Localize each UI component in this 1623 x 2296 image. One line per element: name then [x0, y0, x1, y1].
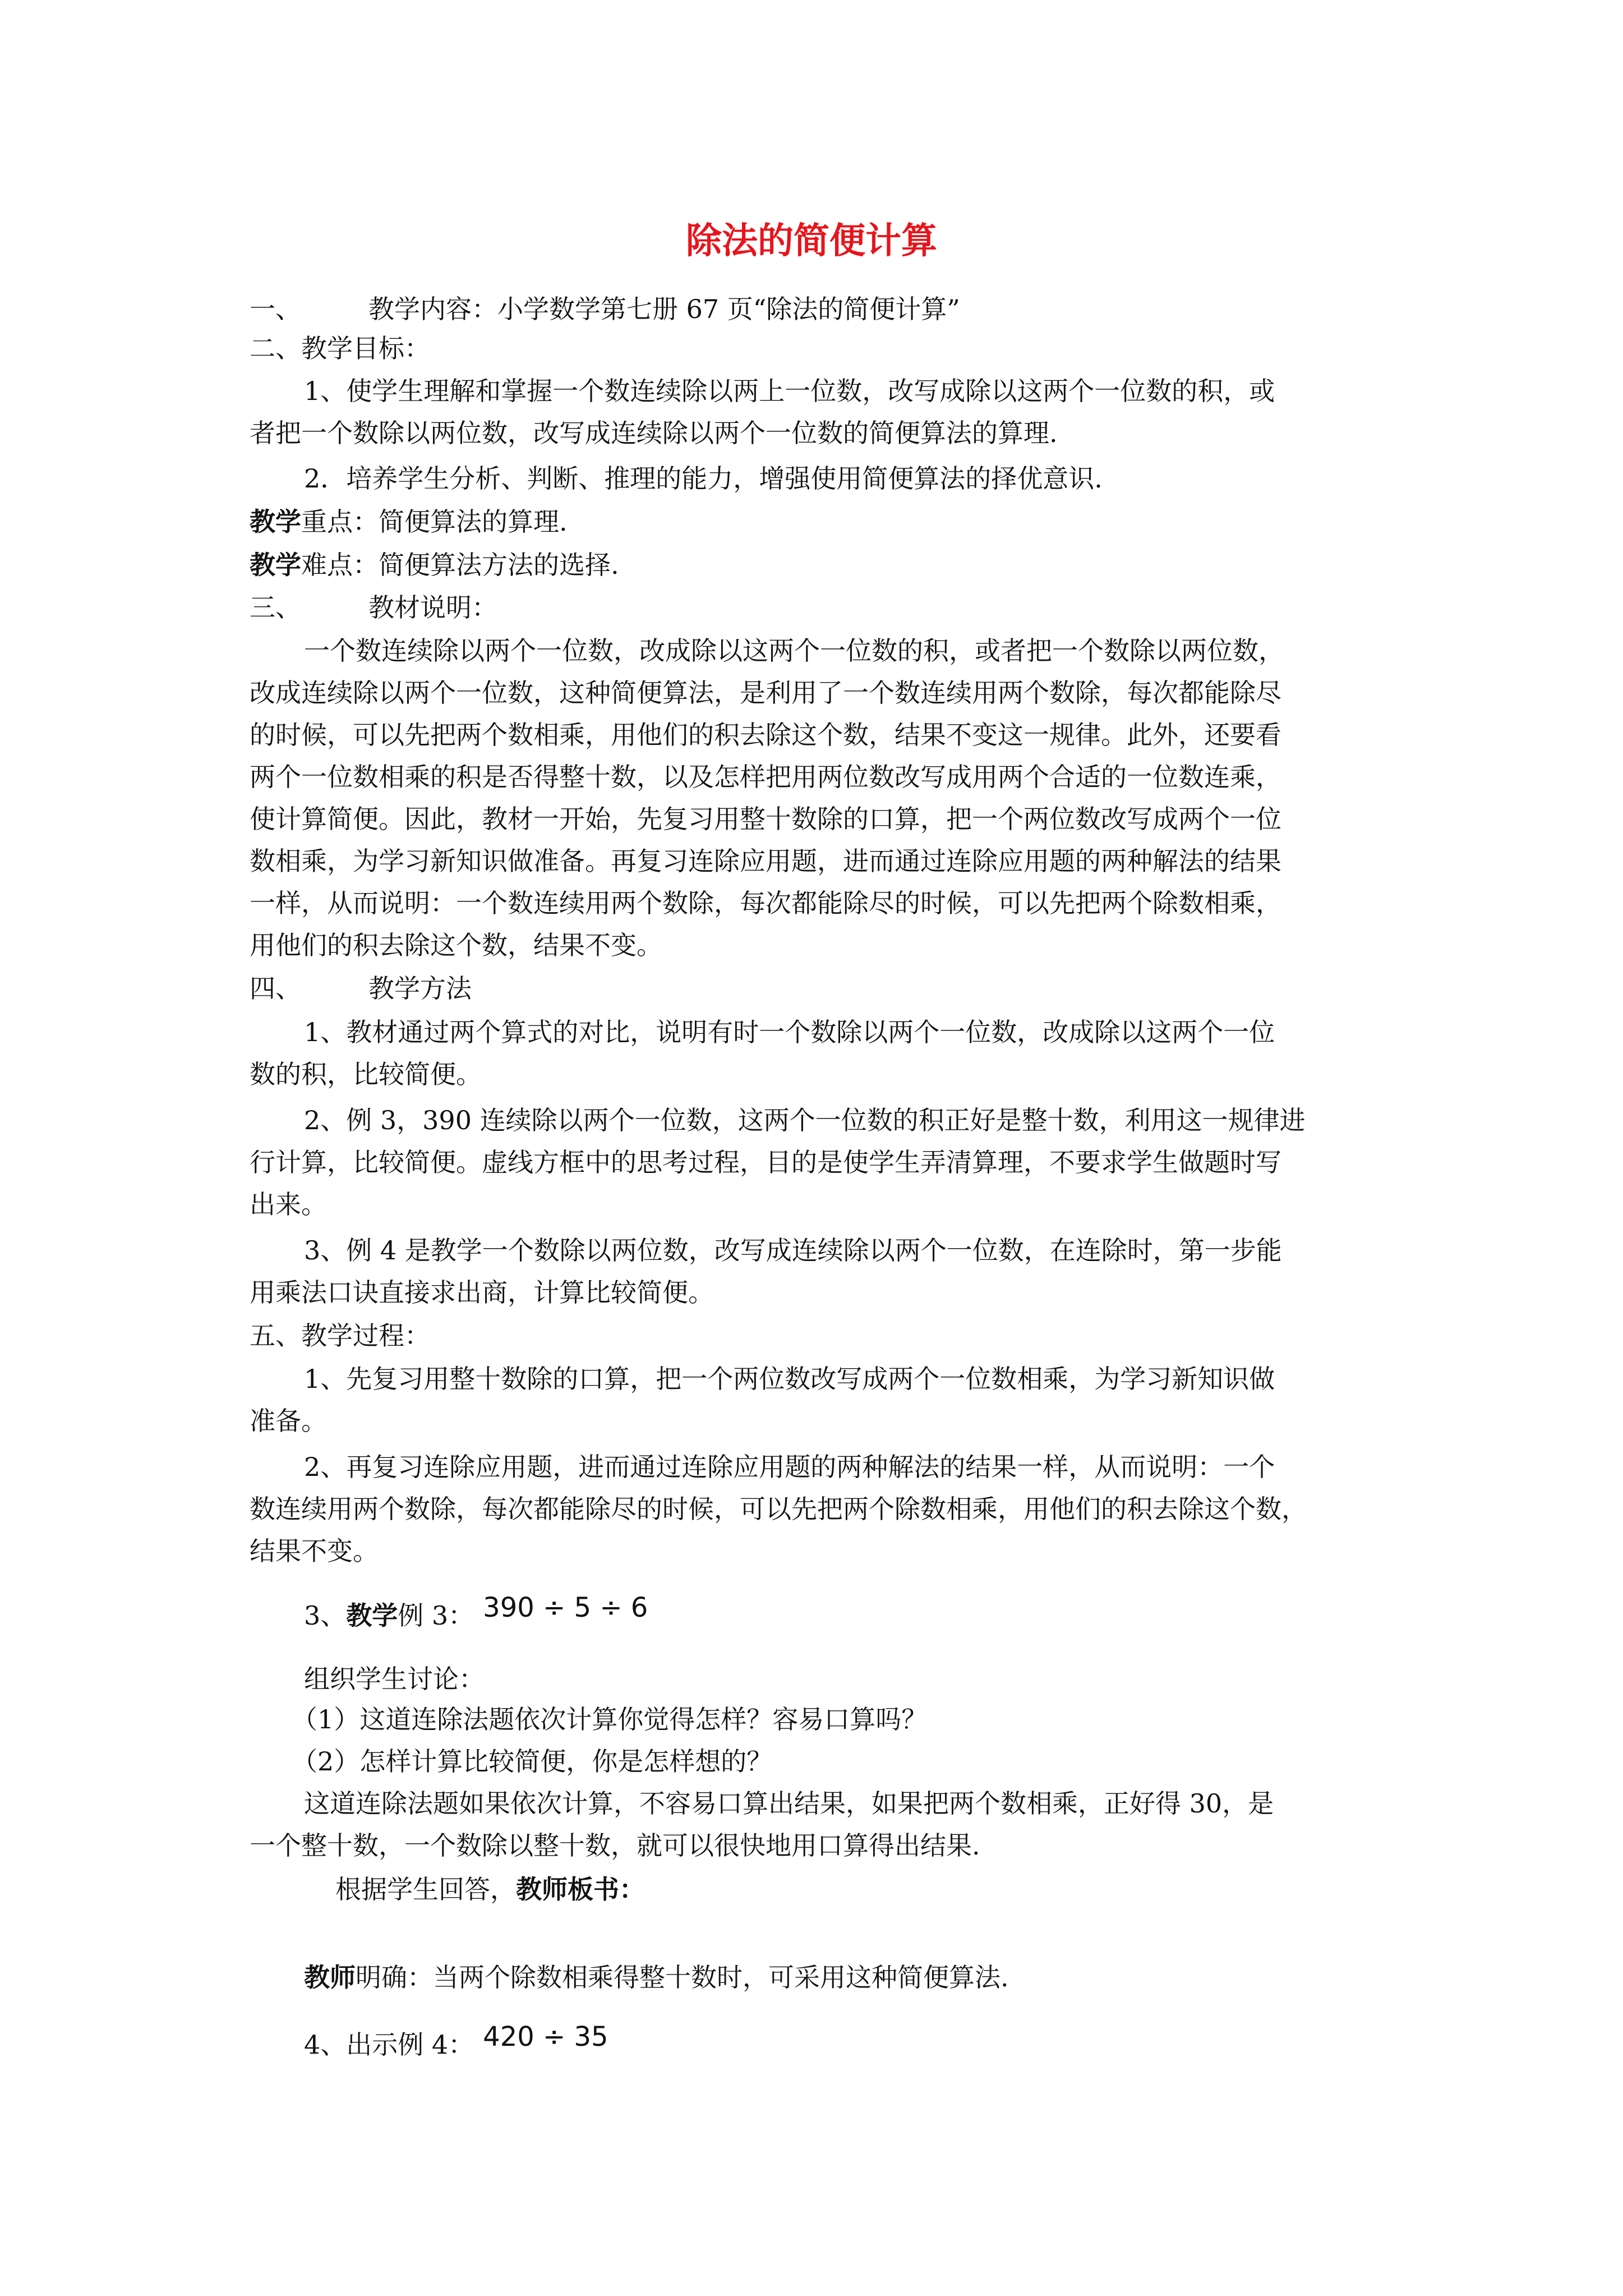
difficult-point — [250, 545, 619, 585]
goal-1-line-1: 1、使学生理解和掌握一个数连续除以两上一位数，改写成除以这两个一位数的积，或 — [304, 376, 1275, 406]
section-1-number: 一、 — [250, 294, 301, 324]
section-3-text: 教材说明： — [368, 592, 497, 623]
material-line-4: 两个一位数相乘的积是否得整十数，以及怎样把用两位数改写成用两个合适的一位数连乘， — [250, 762, 1281, 792]
teacher-clarify-label: 教师 — [304, 1962, 356, 1993]
process-1-line-1: 1、先复习用整十数除的口算，把一个两位数改写成两个一位数相乘，为学习新知识做 — [304, 1364, 1275, 1394]
material-line-5: 使计算简便。因此，教材一开始，先复习用整十数除的口算，把一个两位数改写成两个一位 — [250, 804, 1281, 834]
section-1-text: 教学内容：小学数学第七册 67 页“除法的简便计算” — [368, 294, 960, 324]
process-1-line-2: 准备。 — [250, 1406, 327, 1436]
example-4-heading — [304, 2021, 608, 2064]
section-5-heading: 五、教学过程： — [250, 1320, 430, 1351]
goal-2: 2．培养学生分析、判断、推理的能力，增强使用简便算法的择优意识. — [304, 463, 1103, 494]
answer-line-1: 这道连除法题如果依次计算，不容易口算出结果，如果把两个数相乘，正好得 30，是 — [304, 1788, 1274, 1819]
goal-1-line-2: 者把一个数除以两位数，改写成连续除以两个一位数的简便算法的算理. — [250, 418, 1058, 448]
key-point-label: 教学 — [250, 507, 301, 537]
section-4-heading — [250, 969, 472, 1008]
teacher-clarify — [304, 1958, 1009, 1997]
difficult-point-label: 教学 — [250, 550, 301, 580]
difficult-point-text: 难点：简便算法方法的选择. — [301, 550, 619, 580]
material-line-2: 改成连续除以两个一位数，这种简便算法，是利用了一个数连续用两个数除，每次都能除尽 — [250, 678, 1281, 708]
key-point — [250, 502, 568, 541]
example-4-label: 4、出示例 4： — [304, 2030, 474, 2060]
process-2-line-2: 数连续用两个数除，每次都能除尽的时候，可以先把两个除数相乘，用他们的积去除这个数， — [250, 1494, 1307, 1524]
example-3-expression: 390 ÷ 5 ÷ 6 — [483, 1592, 648, 1623]
teacher-clarify-text: 明确：当两个除数相乘得整十数时，可采用这种简便算法. — [356, 1962, 1009, 1993]
example-3-bold-label: 教学 — [346, 1600, 398, 1631]
method-3-line-2: 用乘法口诀直接求出商，计算比较简便。 — [250, 1277, 714, 1308]
section-4-text: 教学方法 — [368, 973, 472, 1004]
question-2: （2）怎样计算比较简便，你是怎样想的？ — [292, 1746, 773, 1777]
process-2-line-1: 2、再复习连除应用题，进而通过连除应用题的两种解法的结果一样，从而说明：一个 — [304, 1452, 1275, 1482]
example-4-expression: 420 ÷ 35 — [483, 2021, 608, 2053]
section-3-heading — [250, 588, 497, 627]
material-line-6: 数相乘，为学习新知识做准备。再复习连除应用题，进而通过连除应用题的两种解法的结果 — [250, 846, 1281, 876]
section-3-number: 三、 — [250, 592, 301, 623]
document-title: 除法的简便计算 — [686, 220, 937, 262]
material-line-1: 一个数连续除以两个一位数，改成除以这两个一位数的积，或者把一个数除以两位数， — [304, 636, 1284, 666]
blackboard-note-text: 根据学生回答， — [335, 1874, 516, 1904]
example-3-label: 例 3： — [398, 1600, 474, 1631]
method-2-line-3: 出来。 — [250, 1189, 327, 1220]
blackboard-note — [335, 1870, 645, 1909]
discussion-label: 组织学生讨论： — [304, 1664, 485, 1694]
section-1-heading — [250, 289, 960, 329]
key-point-text: 重点：简便算法的算理. — [301, 507, 568, 537]
blackboard-note-bold: 教师板书： — [516, 1874, 645, 1904]
material-line-3: 的时候，可以先把两个数相乘，用他们的积去除这个数，结果不变这一规律。此外，还要看 — [250, 720, 1281, 750]
material-line-7: 一样，从而说明：一个数连续用两个数除，每次都能除尽的时候，可以先把两个除数相乘， — [250, 888, 1281, 918]
method-2-line-1: 2、例 3，390 连续除以两个一位数，这两个一位数的积正好是整十数，利用这一规律进 — [304, 1105, 1306, 1135]
method-3-line-1: 3、例 4 是教学一个数除以两位数，改写成连续除以两个一位数，在连除时，第一步能 — [304, 1235, 1282, 1266]
method-2-line-2: 行计算，比较简便。虚线方框中的思考过程，目的是使学生弄清算理，不要求学生做题时写 — [250, 1147, 1281, 1177]
section-4-number: 四、 — [250, 973, 301, 1004]
question-1: （1）这道连除法题依次计算你觉得怎样？容易口算吗？ — [292, 1704, 928, 1734]
method-1-line-1: 1、教材通过两个算式的对比，说明有时一个数除以两个一位数，改成除以这两个一位 — [304, 1017, 1275, 1047]
example-3-prefix: 3、 — [304, 1600, 347, 1631]
material-line-8: 用他们的积去除这个数，结果不变。 — [250, 930, 662, 960]
section-2-heading: 二、教学目标： — [250, 333, 430, 364]
answer-line-2: 一个整十数，一个数除以整十数，就可以很快地用口算得出结果. — [250, 1830, 980, 1861]
method-1-line-2: 数的积，比较简便。 — [250, 1059, 482, 1089]
example-3-heading — [304, 1592, 648, 1635]
process-2-line-3: 结果不变。 — [250, 1536, 379, 1566]
